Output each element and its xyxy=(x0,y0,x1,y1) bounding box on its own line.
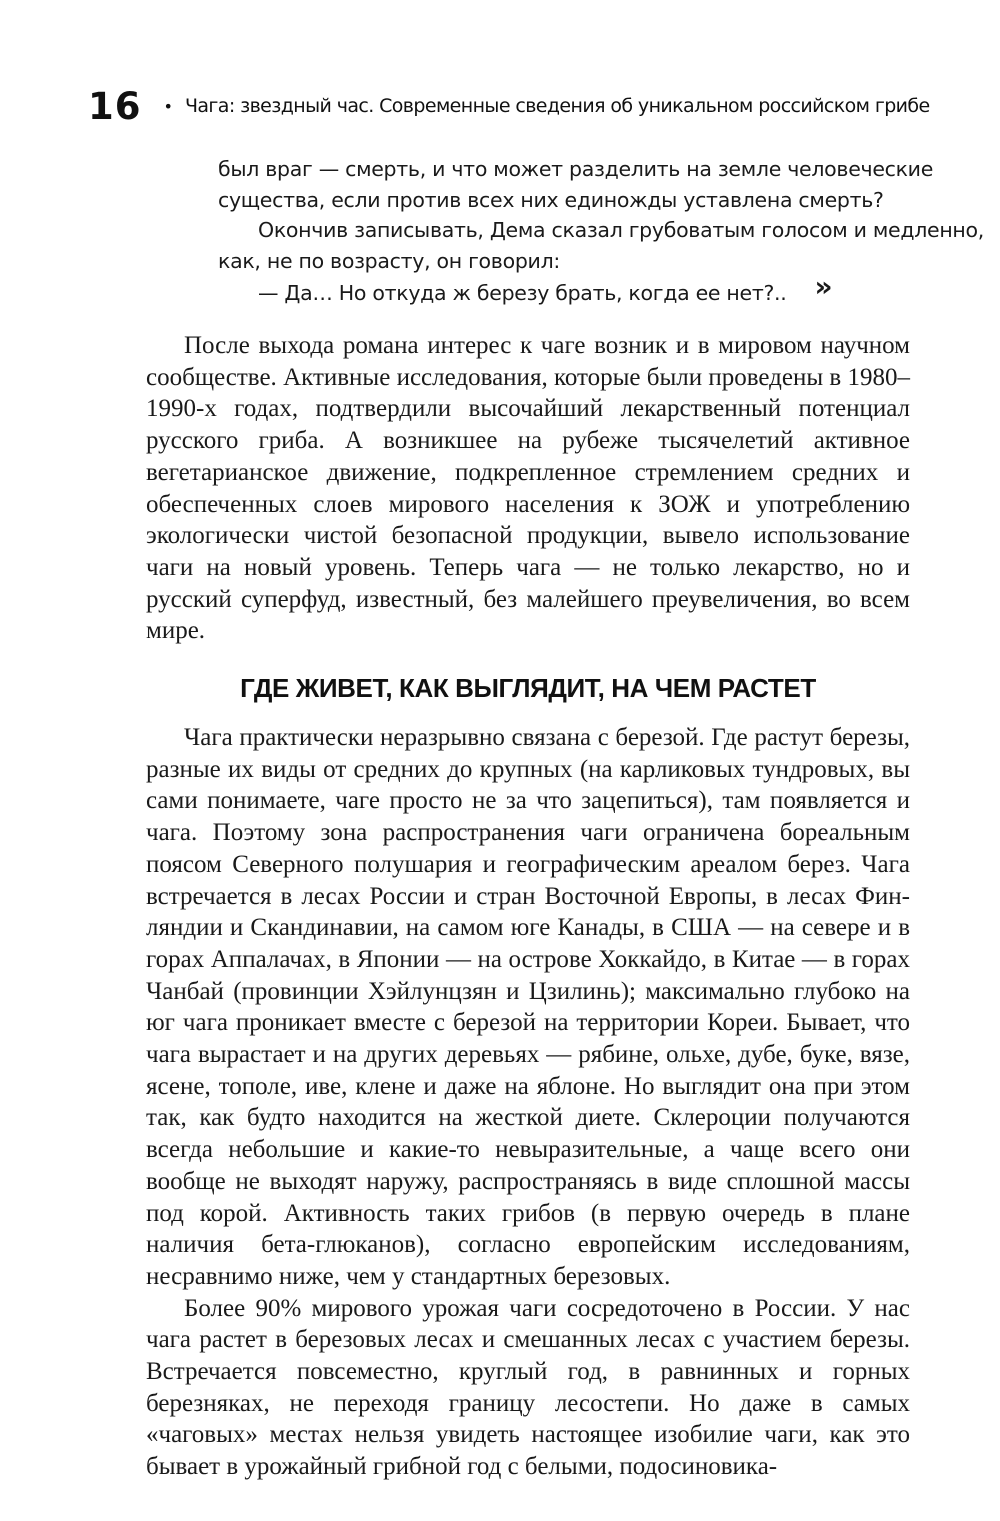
quote-line: был враг — смерть, и что может разделить на земле человеческие xyxy=(218,157,934,181)
running-book-title: Чага: звездный час. Современные сведения об уникальном российском грибе xyxy=(184,95,930,117)
quote-line-text: — Да… Но откуда ж березу брать, когда ее нет?.. xyxy=(258,281,787,305)
body-paragraph: Чага практически неразрывно связана с березой. Где растут березы, разные их виды от средних до крупных (на карликовых тундровых, вы сами понимаете, чаге просто не за что зацепиться), там появляется и чага. Поэтому зона распространения чаги ограничена бореальным поясом Северного полушария и географическим ареалом берез. Чага встречается в лесах России и стран Восточной Европы, в лесах Финляндии и Скандинавии, на самом юге Канады, в США — на севере и в горах Аппалачах, в Японии — на острове Хоккайдо, в Китае — в горах Чанбай (провинции Хэйлунцзян и Цзилинь); максимально глубоко на юг чага проникает вместе с березой на территории Кореи. Бывает, что чага вырастает и на других деревьях — рябине, ольхе, дубе, буке, вязе, ясене, тополе, иве, клене и даже на яблоне. Но выглядит она при этом так, как будто находится на жесткой диете. Склероции получаются всегда небольшие и какие-то невыразительные, а чаще всего они вообще не выходят наружу, распространяясь в виде сплошной массы под корой. Активность таких грибов (в первую очередь в плане наличия бета-глюканов), согласно европейским исследованиям, несравнимо ниже, чем у стандартных березовых. xyxy=(146,724,910,1290)
section-heading: ГДЕ ЖИВЕТ, КАК ВЫГЛЯДИТ, НА ЧЕМ РАСТЕТ xyxy=(240,673,816,703)
body-paragraph: Более 90% мирового урожая чаги сосредоточено в России. У нас чага растет в березовых лесах и смешанных лесах с участием березы. Встречается повсеместно, круглый год, в равнинных и горных березняках, не переходя границу лесостепи. Но даже в самых «чаговых» местах нельзя увидеть настоящее изобилие чаги, как это бывает в урожайный грибной год с белыми, подосиновика- xyxy=(146,1294,910,1481)
header-bullet: • xyxy=(163,96,173,116)
intro-paragraph: После выхода романа интерес к чаге возник и в мировом научном сообществе. Активные исследования, которые были проведены в 1980–1990-х годах, подтвердили высочайший лекарственный потенциал русского гриба. А возникшее на рубеже тысячелетий активное вегетарианское движение, подкрепленное стремлением средних и обеспеченных слоев мирового населения к ЗОЖ и употреблению экологически чистой безопасной продукции, вывело использование чаги на новый уровень. Теперь чага — не только лекарство, но и русский суперфуд, известный, без малейшего преувеличения, во всем мире. xyxy=(146,332,910,645)
closing-quote-mark: » xyxy=(814,270,833,303)
quoted-excerpt xyxy=(218,154,984,309)
quote-line-last xyxy=(218,270,918,309)
section-body xyxy=(146,722,910,1483)
quote-line: как, не по возрасту, он говорил: xyxy=(218,248,560,273)
page-number: 16 xyxy=(88,84,142,128)
running-header xyxy=(88,84,928,128)
quote-line: существа, если против всех них единожды уставлена смерть? xyxy=(218,187,884,212)
quote-line: Окончив записывать, Дема сказал грубоватым голосом и медленно, xyxy=(258,218,984,242)
intro-text xyxy=(146,330,910,647)
